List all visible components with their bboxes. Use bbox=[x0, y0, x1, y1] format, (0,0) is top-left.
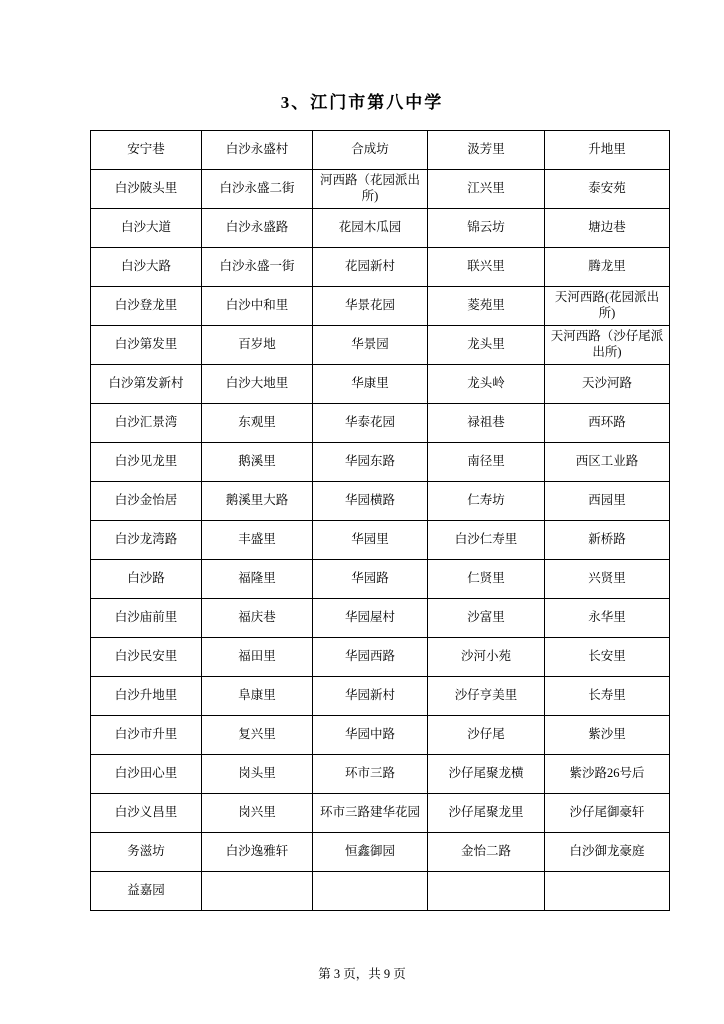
table-cell: 安宁巷 bbox=[91, 131, 202, 170]
table-cell: 白沙义昌里 bbox=[91, 794, 202, 833]
table-cell: 华园新村 bbox=[313, 677, 428, 716]
table-cell: 华景园 bbox=[313, 326, 428, 365]
table-cell: 天沙河路 bbox=[545, 365, 670, 404]
table-cell: 白沙永盛一街 bbox=[202, 248, 313, 287]
table-cell: 长安里 bbox=[545, 638, 670, 677]
table-cell: 沙富里 bbox=[428, 599, 545, 638]
table-cell: 合成坊 bbox=[313, 131, 428, 170]
table-cell: 菱苑里 bbox=[428, 287, 545, 326]
table-cell: 联兴里 bbox=[428, 248, 545, 287]
table-cell: 华园横路 bbox=[313, 482, 428, 521]
table-cell: 白沙市升里 bbox=[91, 716, 202, 755]
table-cell: 白沙田心里 bbox=[91, 755, 202, 794]
table-cell: 沙仔尾聚龙横 bbox=[428, 755, 545, 794]
table-cell: 白沙陂头里 bbox=[91, 170, 202, 209]
table-cell: 西园里 bbox=[545, 482, 670, 521]
table-cell: 华泰花园 bbox=[313, 404, 428, 443]
table-row bbox=[91, 248, 670, 287]
table-cell: 鹅溪里 bbox=[202, 443, 313, 482]
table-cell bbox=[428, 872, 545, 911]
table-cell: 白沙大地里 bbox=[202, 365, 313, 404]
table-cell: 沙河小苑 bbox=[428, 638, 545, 677]
table-row bbox=[91, 521, 670, 560]
table-row bbox=[91, 365, 670, 404]
table-cell: 禄祖巷 bbox=[428, 404, 545, 443]
page-footer: 第 3 页，共 9 页 bbox=[318, 967, 406, 981]
table-cell: 白沙民安里 bbox=[91, 638, 202, 677]
table-cell: 紫沙里 bbox=[545, 716, 670, 755]
table-cell: 东观里 bbox=[202, 404, 313, 443]
table-cell: 西环路 bbox=[545, 404, 670, 443]
table-row bbox=[91, 209, 670, 248]
table-cell: 天河西路（沙仔尾派出所) bbox=[545, 326, 670, 365]
table-cell: 福田里 bbox=[202, 638, 313, 677]
table-cell: 岗兴里 bbox=[202, 794, 313, 833]
table-cell: 环市三路 bbox=[313, 755, 428, 794]
table-cell: 华园路 bbox=[313, 560, 428, 599]
table-cell: 白沙庙前里 bbox=[91, 599, 202, 638]
table-row bbox=[91, 326, 670, 365]
table-row bbox=[91, 287, 670, 326]
page-title: 3、江门市第八中学 bbox=[280, 93, 444, 112]
table-cell: 华园里 bbox=[313, 521, 428, 560]
table-cell: 沙仔尾御豪轩 bbox=[545, 794, 670, 833]
table-row bbox=[91, 716, 670, 755]
table-cell: 环市三路建华花园 bbox=[313, 794, 428, 833]
table-cell: 南径里 bbox=[428, 443, 545, 482]
table-cell: 白沙路 bbox=[91, 560, 202, 599]
table-row bbox=[91, 872, 670, 911]
table-cell: 华园中路 bbox=[313, 716, 428, 755]
table-cell: 龙头里 bbox=[428, 326, 545, 365]
table-cell: 务滋坊 bbox=[91, 833, 202, 872]
table-row bbox=[91, 677, 670, 716]
table-row bbox=[91, 443, 670, 482]
table-cell: 复兴里 bbox=[202, 716, 313, 755]
table-cell bbox=[313, 872, 428, 911]
table-cell: 白沙大道 bbox=[91, 209, 202, 248]
table-cell: 白沙永盛二街 bbox=[202, 170, 313, 209]
table-cell: 泰安苑 bbox=[545, 170, 670, 209]
table-row bbox=[91, 755, 670, 794]
table-cell: 白沙逸雅轩 bbox=[202, 833, 313, 872]
table-row bbox=[91, 638, 670, 677]
table-cell: 白沙永盛村 bbox=[202, 131, 313, 170]
table-row bbox=[91, 404, 670, 443]
table-row bbox=[91, 794, 670, 833]
table-cell: 兴贤里 bbox=[545, 560, 670, 599]
table-cell: 汲芳里 bbox=[428, 131, 545, 170]
table-cell: 白沙第发里 bbox=[91, 326, 202, 365]
table-cell: 腾龙里 bbox=[545, 248, 670, 287]
table-cell: 升地里 bbox=[545, 131, 670, 170]
table-cell: 白沙汇景湾 bbox=[91, 404, 202, 443]
table-cell: 江兴里 bbox=[428, 170, 545, 209]
table-cell: 白沙见龙里 bbox=[91, 443, 202, 482]
table-cell: 长寿里 bbox=[545, 677, 670, 716]
table-cell: 鹅溪里大路 bbox=[202, 482, 313, 521]
table-cell: 福隆里 bbox=[202, 560, 313, 599]
table-cell: 白沙金怡居 bbox=[91, 482, 202, 521]
table-row bbox=[91, 482, 670, 521]
address-table-body bbox=[91, 131, 670, 911]
table-cell: 天河西路(花园派出所) bbox=[545, 287, 670, 326]
table-cell: 丰盛里 bbox=[202, 521, 313, 560]
table-cell: 塘边巷 bbox=[545, 209, 670, 248]
table-cell: 白沙龙湾路 bbox=[91, 521, 202, 560]
table-cell: 金怡二路 bbox=[428, 833, 545, 872]
table-cell: 永华里 bbox=[545, 599, 670, 638]
table-cell: 仁寿坊 bbox=[428, 482, 545, 521]
table-cell: 岗头里 bbox=[202, 755, 313, 794]
table-row bbox=[91, 599, 670, 638]
table-cell: 白沙仁寿里 bbox=[428, 521, 545, 560]
table-cell: 花园新村 bbox=[313, 248, 428, 287]
table-cell: 白沙升地里 bbox=[91, 677, 202, 716]
table-cell: 白沙中和里 bbox=[202, 287, 313, 326]
table-cell: 沙仔亨美里 bbox=[428, 677, 545, 716]
table-cell: 沙仔尾 bbox=[428, 716, 545, 755]
table-cell: 仁贤里 bbox=[428, 560, 545, 599]
table-cell: 华景花园 bbox=[313, 287, 428, 326]
table-row bbox=[91, 833, 670, 872]
table-cell: 华园东路 bbox=[313, 443, 428, 482]
address-table bbox=[90, 130, 670, 911]
address-table-container bbox=[90, 130, 664, 911]
table-cell: 白沙御龙豪庭 bbox=[545, 833, 670, 872]
table-cell: 西区工业路 bbox=[545, 443, 670, 482]
table-cell: 河西路（花园派出所) bbox=[313, 170, 428, 209]
table-cell bbox=[202, 872, 313, 911]
table-cell: 紫沙路26号后 bbox=[545, 755, 670, 794]
table-cell: 白沙大路 bbox=[91, 248, 202, 287]
table-cell: 华园屋村 bbox=[313, 599, 428, 638]
table-cell: 新桥路 bbox=[545, 521, 670, 560]
table-cell: 白沙第发新村 bbox=[91, 365, 202, 404]
table-row bbox=[91, 170, 670, 209]
table-cell: 华康里 bbox=[313, 365, 428, 404]
table-cell: 白沙登龙里 bbox=[91, 287, 202, 326]
table-cell: 阜康里 bbox=[202, 677, 313, 716]
table-cell: 华园西路 bbox=[313, 638, 428, 677]
table-cell: 福庆巷 bbox=[202, 599, 313, 638]
table-cell: 龙头岭 bbox=[428, 365, 545, 404]
table-cell: 沙仔尾聚龙里 bbox=[428, 794, 545, 833]
table-cell: 锦云坊 bbox=[428, 209, 545, 248]
table-cell: 百岁地 bbox=[202, 326, 313, 365]
table-cell: 益嘉园 bbox=[91, 872, 202, 911]
table-cell: 花园木瓜园 bbox=[313, 209, 428, 248]
table-row bbox=[91, 560, 670, 599]
table-row bbox=[91, 131, 670, 170]
table-cell bbox=[545, 872, 670, 911]
table-cell: 白沙永盛路 bbox=[202, 209, 313, 248]
table-cell: 恒鑫御园 bbox=[313, 833, 428, 872]
